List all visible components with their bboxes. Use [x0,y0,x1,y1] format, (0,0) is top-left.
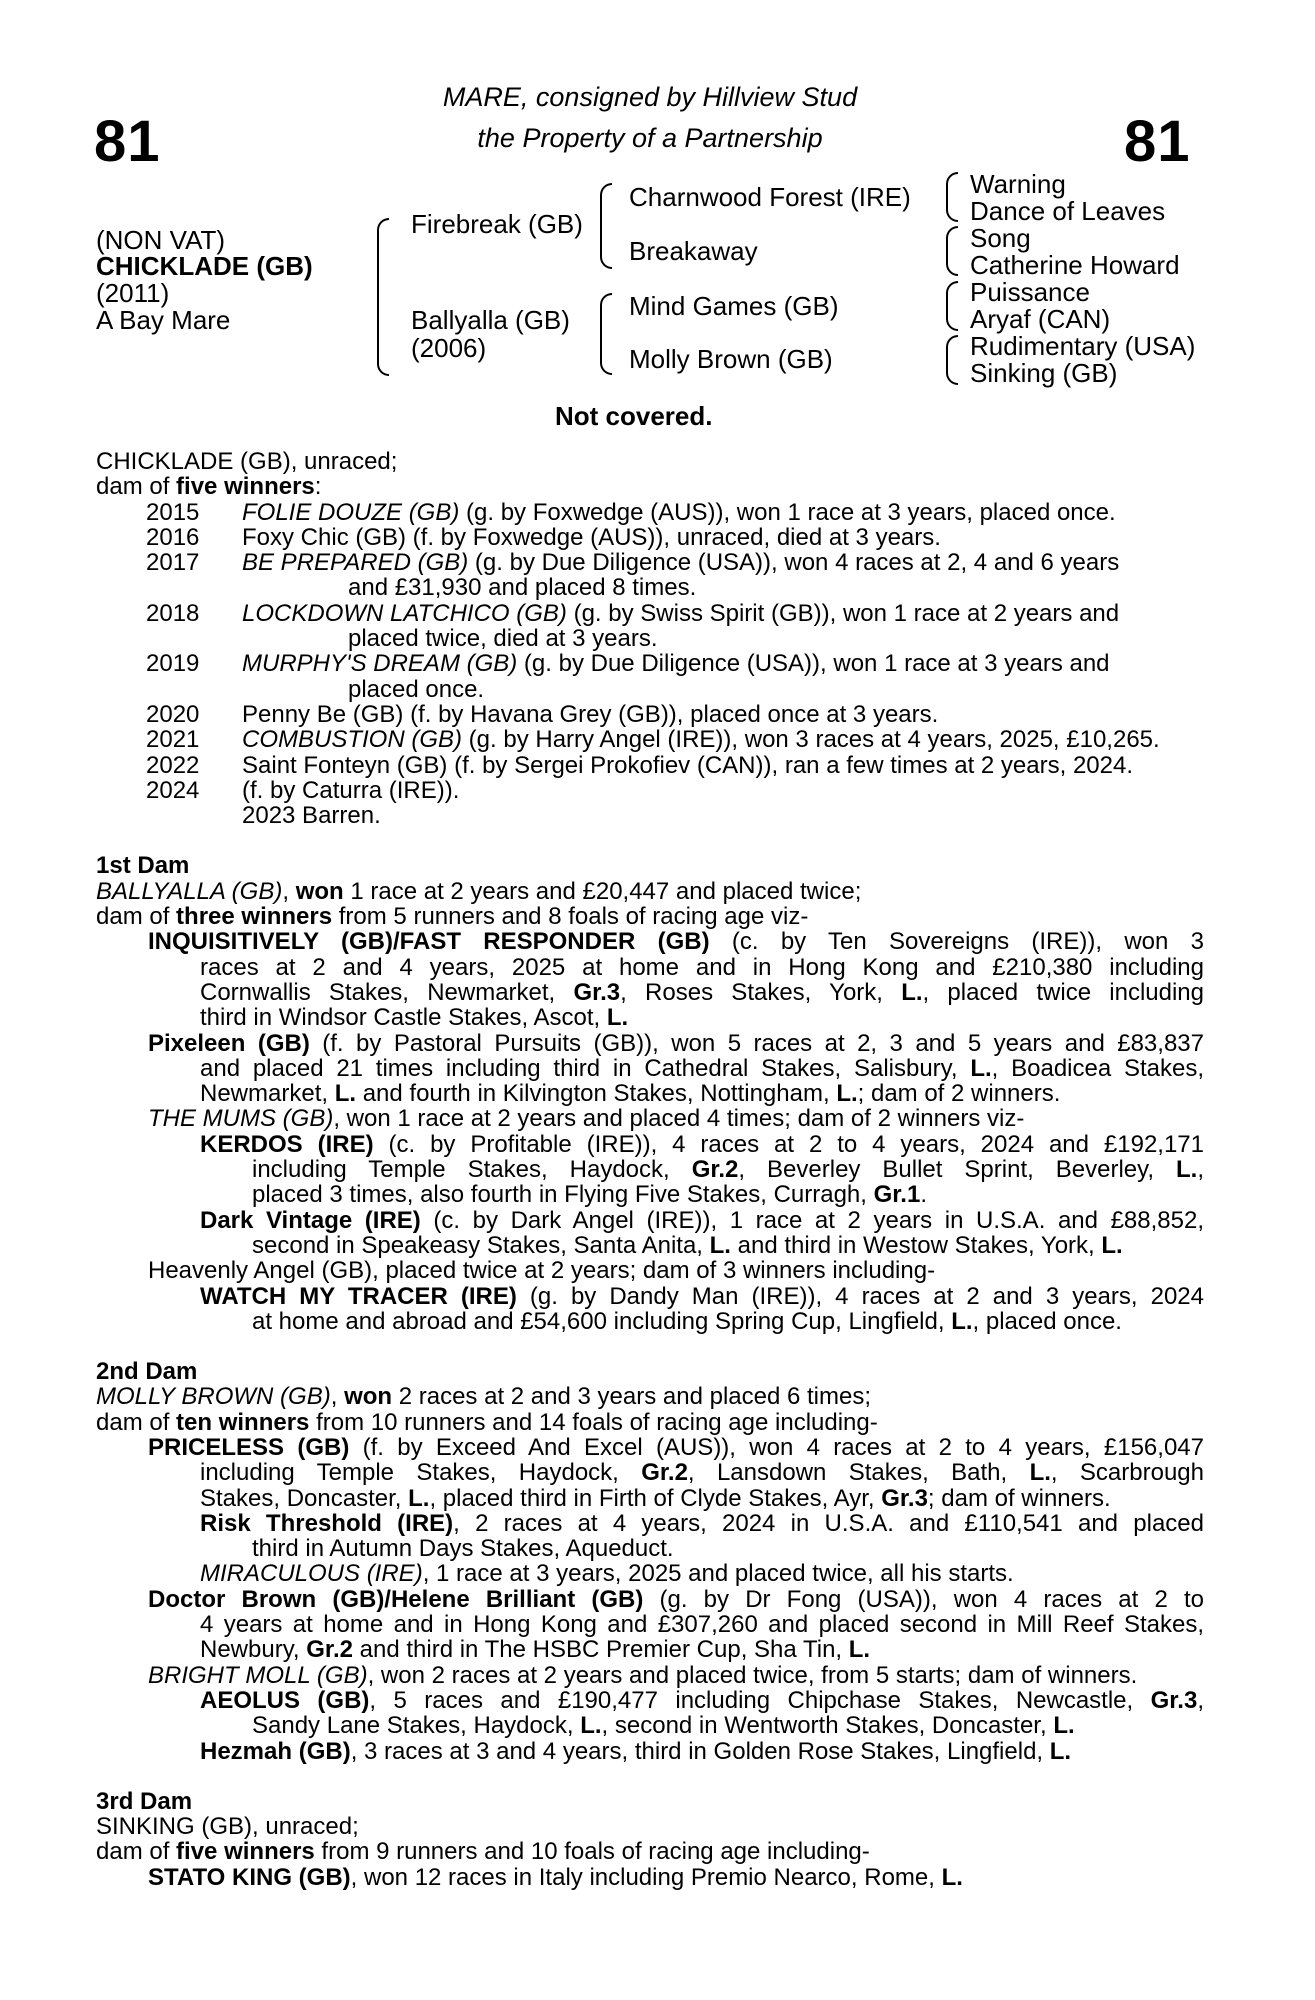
second-dam-heading: 2nd Dam [96,1358,198,1386]
produce-row: 2017 BE PREPARED (GB) (g. by Due Diligence (USA)), won 4 races at 2, 4 and 6 years [146,549,1120,577]
first-dam-record: BALLYALLA (GB), won 1 race at 2 years and £20,447 and placed twice; [96,877,862,905]
brace-gen1 [377,218,389,376]
entry-line: 4 years at home and in Hong Kong and £307,260 and placed second in Mill Reef Stakes, [200,1611,1204,1639]
produce-summary: dam of five winners: [96,473,322,501]
produce-row: 2015 FOLIE DOUZE (GB) (g. by Foxwedge (AUS)), won 1 race at 3 years, placed once. [146,498,1116,526]
entry-line: BRIGHT MOLL (GB), won 2 races at 2 years and placed twice, from 5 starts; dam of winners. [148,1661,1138,1689]
first-dam-summary: dam of three winners from 5 runners and 8 foals of racing age viz- [96,903,809,931]
entry-line: KERDOS (IRE) (c. by Profitable (IRE)), 4 races at 2 to 4 years, 2024 and £192,171 [200,1130,1205,1158]
sire-name: Firebreak (GB) [411,209,583,239]
dam-year: (2006) [411,333,487,363]
entry-line: Newbury, Gr.2 and third in The HSBC Premier Cup, Sha Tin, L. [200,1636,871,1664]
horse-year: (2011) [96,278,170,308]
dam-sire: Mind Games (GB) [629,291,839,321]
second-dam-record: MOLLY BROWN (GB), won 2 races at 2 and 3 years and placed 6 times; [96,1383,872,1411]
produce-row: 2020 Penny Be (GB) (f. by Havana Grey (GB)), placed once at 3 years. [146,700,939,728]
entry-line: THE MUMS (GB), won 1 race at 2 years and placed 4 times; dam of 2 winners viz- [148,1105,1025,1133]
gen4-6: Aryaf (CAN) [970,304,1111,334]
produce-row: 2021 COMBUSTION (GB) (g. by Harry Angel (IRE)), won 3 races at 4 years, 2025, £10,265. [146,726,1160,754]
first-dam-heading: 1st Dam [96,852,190,880]
produce-row: 2018 LOCKDOWN LATCHICO (GB) (g. by Swiss Spirit (GB)), won 1 race at 2 years and [146,599,1120,627]
dam-dam: Molly Brown (GB) [629,344,833,374]
not-covered-note: Not covered. [555,401,713,431]
entry-line: Stakes, Doncaster, L., placed third in Firth of Clyde Stakes, Ayr, Gr.3; dam of winners. [200,1484,1111,1512]
entry-line: WATCH MY TRACER (IRE) (g. by Dandy Man (IRE)), 4 races at 2 and 3 years, 2024 [200,1282,1204,1310]
entry-line: including Temple Stakes, Haydock, Gr.2, Lansdown Stakes, Bath, L., Scarbrough [200,1459,1205,1487]
third-dam-heading: 3rd Dam [96,1787,193,1815]
entry-line: PRICELESS (GB) (f. by Exceed And Excel (AUS)), won 4 races at 2 to 4 years, £156,047 [148,1433,1204,1461]
entry-line: races at 2 and 4 years, 2025 at home and in Hong Kong and £210,380 including [200,953,1204,981]
brace-dam [600,293,612,375]
entry-line: Dark Vintage (IRE) (c. by Dark Angel (IRE)), 1 race at 2 years in U.S.A. and £88,852, [200,1206,1204,1234]
lot-number-left: 81 [94,109,161,174]
entry-line: Sandy Lane Stakes, Haydock, L., second in Wentworth Stakes, Doncaster, L. [252,1712,1075,1740]
second-dam-summary: dam of ten winners from 10 runners and 14 foals of racing age including- [96,1408,878,1436]
gen4-7: Rudimentary (USA) [970,331,1196,361]
entry-line: STATO KING (GB), won 12 races in Italy including Premio Nearco, Rome, L. [148,1863,963,1891]
brace-g4-4 [946,335,958,385]
gen4-2: Dance of Leaves [970,196,1166,226]
produce-row: 2022 Saint Fonteyn (GB) (f. by Sergei Prokofiev (CAN)), ran a few times at 2 years, 2024. [146,751,1134,779]
entry-line: and placed 21 times including third in Cathedral Stakes, Salisbury, L., Boadicea Stakes, [200,1054,1205,1082]
entry-line: including Temple Stakes, Haydock, Gr.2, Beverley Bullet Sprint, Beverley, L., [252,1156,1205,1184]
dam-name: Ballyalla (GB) [411,305,570,335]
produce-row-cont: and £31,930 and placed 8 times. [348,574,697,602]
entry-line: Pixeleen (GB) (f. by Pastoral Pursuits (GB)), won 5 races at 2, 3 and 5 years and £83,837 [148,1029,1204,1057]
sire-sire: Charnwood Forest (IRE) [629,182,911,212]
entry-line: at home and abroad and £54,600 including Spring Cup, Lingfield, L., placed once. [252,1307,1122,1335]
brace-g4-3 [946,281,958,331]
produce-barren: 2023 Barren. [242,802,381,830]
third-dam-record: SINKING (GB), unraced; [96,1813,359,1841]
entry-line: INQUISITIVELY (GB)/FAST RESPONDER (GB) (c. by Ten Sovereigns (IRE)), won 3 [148,928,1204,956]
vat-status: (NON VAT) [96,225,226,255]
entry-line: Hezmah (GB), 3 races at 3 and 4 years, third in Golden Rose Stakes, Lingfield, L. [200,1737,1072,1765]
sire-dam: Breakaway [629,236,758,266]
produce-row: 2019 MURPHY'S DREAM (GB) (g. by Due Diligence (USA)), won 1 race at 3 years and [146,650,1110,678]
entry-line: Newmarket, L. and fourth in Kilvington Stakes, Nottingham, L.; dam of 2 winners. [200,1080,1061,1108]
entry-line: AEOLUS (GB), 5 races and £190,477 including Chipchase Stakes, Newcastle, Gr.3, [200,1686,1204,1714]
entry-line: MIRACULOUS (IRE), 1 race at 3 years, 2025 and placed twice, all his starts. [200,1560,1014,1588]
third-dam-summary: dam of five winners from 9 runners and 10 foals of racing age including- [96,1838,870,1866]
entry-line: third in Autumn Days Stakes, Aqueduct. [252,1535,674,1563]
horse-name: CHICKLADE (GB) [96,251,313,281]
entry-line: Heavenly Angel (GB), placed twice at 2 years; dam of 3 winners including- [148,1257,936,1285]
catalogue-body [96,449,1204,1890]
entry-line: Cornwallis Stakes, Newmarket, Gr.3, Roses Stakes, York, L., placed twice including [200,978,1205,1006]
entry-line: Risk Threshold (IRE), 2 races at 4 years, 2024 in U.S.A. and £110,541 and placed [200,1509,1204,1537]
gen4-8: Sinking (GB) [970,358,1118,388]
brace-g4-2 [946,226,958,276]
produce-row-cont: placed once. [348,675,485,703]
consignment-line: MARE, consigned by Hillview Stud [442,82,858,112]
brace-g4-1 [946,172,958,222]
gen4-5: Puissance [970,277,1090,307]
lot-number-right: 81 [1124,109,1191,174]
produce-row: 2024 (f. by Caturra (IRE)). [146,776,460,804]
entry-line: third in Windsor Castle Stakes, Ascot, L. [200,1004,629,1032]
produce-intro: CHICKLADE (GB), unraced; [96,448,398,475]
gen4-3: Song [970,223,1031,253]
entry-line: placed 3 times, also fourth in Flying Five Stakes, Curragh, Gr.1. [252,1181,927,1209]
horse-description: A Bay Mare [96,305,231,335]
brace-sire [600,183,612,269]
gen4-4: Catherine Howard [970,250,1180,280]
entry-line: Doctor Brown (GB)/Helene Brilliant (GB) (g. by Dr Fong (USA)), won 4 races at 2 to [148,1585,1204,1613]
gen4-1: Warning [970,169,1066,199]
produce-row: 2016 Foxy Chic (GB) (f. by Foxwedge (AUS)), unraced, died at 3 years. [146,523,941,551]
produce-row-cont: placed twice, died at 3 years. [348,625,658,653]
property-line: the Property of a Partnership [477,123,823,153]
entry-line: second in Speakeasy Stakes, Santa Anita, L. and third in Westow Stakes, York, L. [252,1231,1123,1259]
